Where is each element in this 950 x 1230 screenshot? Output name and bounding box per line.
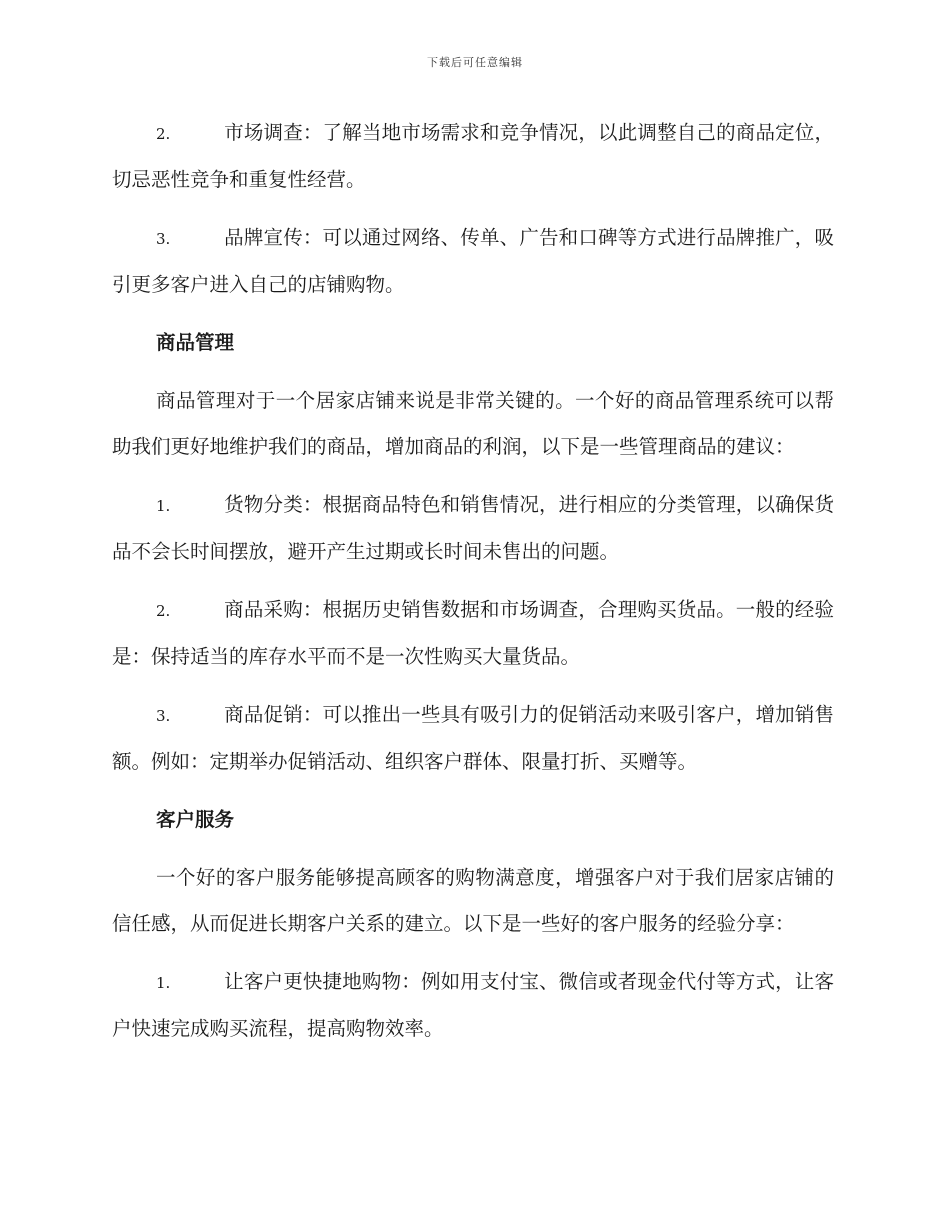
section-intro-goods: 商品管理对于一个居家店铺来说是非常关键的。一个好的商品管理系统可以帮助我们更好地维护我们的商品，增加商品的利润，以下是一些管理商品的建议： <box>112 389 834 458</box>
list-number: 3. <box>156 707 171 725</box>
list-item-goods-classification <box>112 482 834 575</box>
list-text: 市场调查：了解当地市场需求和竞争情况，以此调整自己的商品定位，切忌恶性竞争和重复性经营。 <box>112 121 834 191</box>
list-item-brand-promotion <box>112 215 834 308</box>
list-item-market-research <box>112 110 834 203</box>
section-intro-service: 一个好的客户服务能够提高顾客的购物满意度，增强客户对于我们居家店铺的信任感，从而促进长期客户关系的建立。以下是一些好的客户服务的经验分享： <box>112 866 834 935</box>
list-number: 1. <box>156 974 171 992</box>
list-text: 让客户更快捷地购物：例如用支付宝、微信或者现金代付等方式，让客户快速完成购买流程，提高购物效率。 <box>112 970 834 1040</box>
document-body <box>112 110 834 1064</box>
list-number: 3. <box>156 230 171 248</box>
list-text: 品牌宣传：可以通过网络、传单、广告和口碑等方式进行品牌推广，吸引更多客户进入自己的店铺购物。 <box>112 226 834 296</box>
section-title-goods-management: 商品管理 <box>156 331 235 354</box>
list-item-goods-purchasing <box>112 587 834 680</box>
list-number: 2. <box>156 125 171 143</box>
list-text: 货物分类：根据商品特色和销售情况，进行相应的分类管理，以确保货品不会长时间摆放，避开产生过期或长时间未售出的问题。 <box>112 493 834 563</box>
list-item-goods-promotion <box>112 692 834 785</box>
section-title-customer-service: 客户服务 <box>156 808 235 831</box>
list-number: 1. <box>156 497 171 515</box>
list-text: 商品采购：根据历史销售数据和市场调查，合理购买货品。一般的经验是：保持适当的库存水平而不是一次性购买大量货品。 <box>112 598 834 668</box>
list-text: 商品促销：可以推出一些具有吸引力的促销活动来吸引客户，增加销售额。例如：定期举办促销活动、组织客户群体、限量打折、买赠等。 <box>112 703 834 773</box>
header-note: 下载后可任意编辑 <box>427 56 523 69</box>
list-number: 2. <box>156 602 171 620</box>
list-item-fast-shopping <box>112 959 834 1052</box>
